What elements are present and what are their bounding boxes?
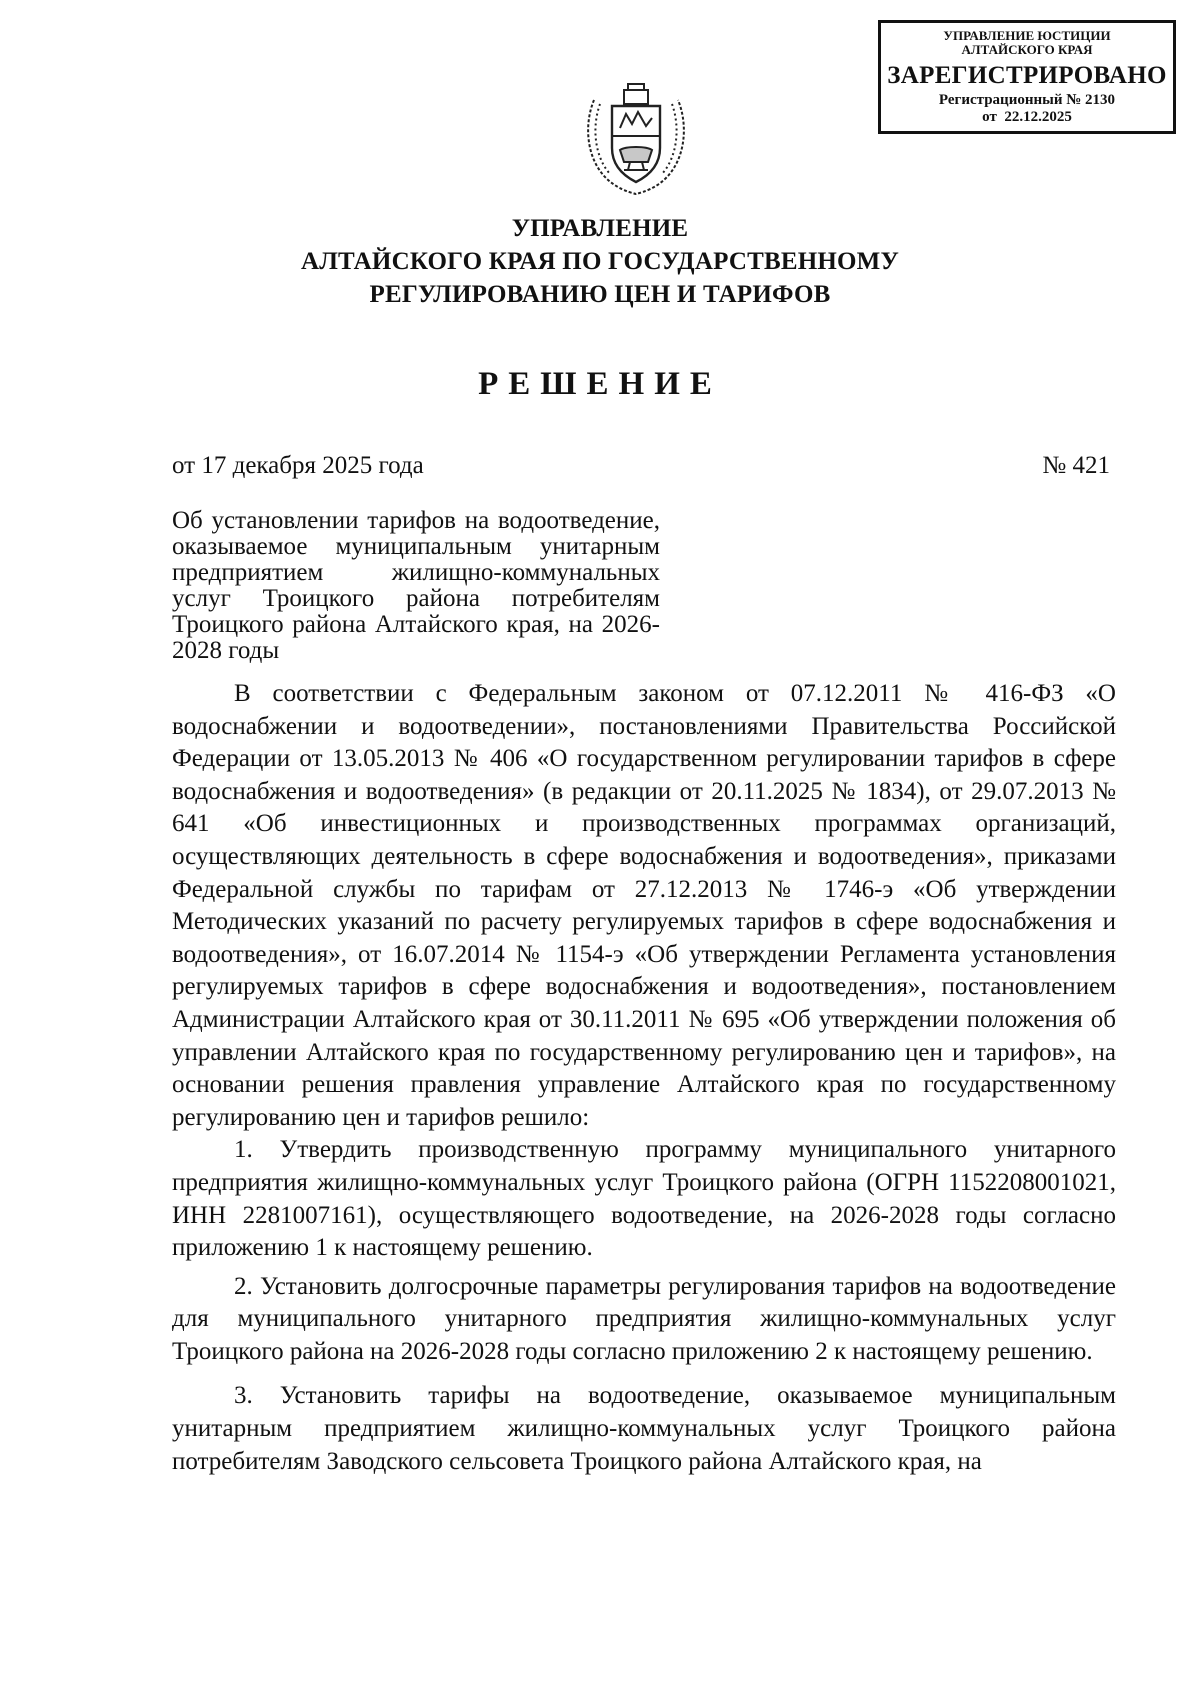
- registration-stamp: [878, 20, 1176, 134]
- document-number: № 421: [1042, 452, 1110, 479]
- document-date: от 17 декабря 2025 года: [172, 452, 424, 479]
- preamble-paragraph: В соответствии с Федеральным законом от 07.12.2011 № 416-ФЗ «О водоснабжении и водоотведении», постановлениями Правительства Российской Федерации от 13.05.2013 № 406 «О государственном регулировании тарифов в сфере водоснабжения и водоотведения» (в редакции от 20.11.2025 № 1834), от 29.07.2013 № 641 «Об инвестиционных и производственных программах организаций, осуществляющих деятельность в сфере водоснабжения и водоотведения», приказами Федеральной службы по тарифам от 27.12.2013 № 1746-э «Об утверждении Методических указаний по расчету регулируемых тарифов в сфере водоснабжения и водоотведения», от 16.07.2014 № 1154-э «Об утверждении Регламента установления регулируемых тарифов в сфере водоснабжения и водоотведения», постановлением Администрации Алтайского края от 30.11.2011 № 695 «Об утверждении положения об управлении Алтайского края по государственному регулированию цен и тарифов», на основании решения правления управление Алтайского края по государственному регулированию цен и тарифов решило:: [172, 680, 1116, 1131]
- item-3-paragraph: 3. Установить тарифы на водоотведение, оказываемое муниципальным унитарным предприятием жилищно-коммунальных услуг Троицкого района потребителям Заводского сельсовета Троицкого района Алтайского края, на: [172, 1382, 1116, 1475]
- org-line-3: РЕГУЛИРОВАНИЮ ЦЕН И ТАРИФОВ: [369, 281, 831, 308]
- stamp-status: ЗАРЕГИСТРИРОВАНО: [887, 61, 1167, 89]
- stamp-reg-number: Регистрационный № 2130: [938, 92, 1116, 109]
- coat-of-arms-icon: [580, 78, 692, 196]
- document-body: [172, 678, 1116, 1478]
- item-1-paragraph: 1. Утвердить производственную программу муниципального унитарного предприятия жилищно-коммунальных услуг Троицкого района (ОГРН 1152208001021, ИНН 2281007161), осуществляющего водоотведение, на 2026-2028 годы согласно приложению 1 к настоящему решению.: [172, 1136, 1116, 1262]
- document-subject: Об установлении тарифов на водоотведение, оказываемое муниципальным унитарным предприятием жилищно-коммунальных услуг Троицкого района потребителям Троицкого района Алтайского края, на 2026-2028 годы: [172, 507, 660, 664]
- org-line-1: УПРАВЛЕНИЕ: [511, 215, 689, 242]
- organization-title: [0, 212, 1200, 311]
- item-2-paragraph: 2. Установить долгосрочные параметры регулирования тарифов на водоотведение для муниципального унитарного предприятия жилищно-коммунальных услуг Троицкого района на 2026-2028 годы согласно приложению 2 к настоящему решению.: [172, 1272, 1116, 1365]
- org-line-2: АЛТАЙСКОГО КРАЯ ПО ГОСУДАРСТВЕННОМУ: [300, 248, 900, 275]
- document-type: РЕШЕНИЕ: [478, 366, 722, 402]
- stamp-reg-date: от 22.12.2025: [982, 108, 1072, 125]
- stamp-org: УПРАВЛЕНИЕ ЮСТИЦИИ АЛТАЙСКОГО КРАЯ: [943, 28, 1111, 58]
